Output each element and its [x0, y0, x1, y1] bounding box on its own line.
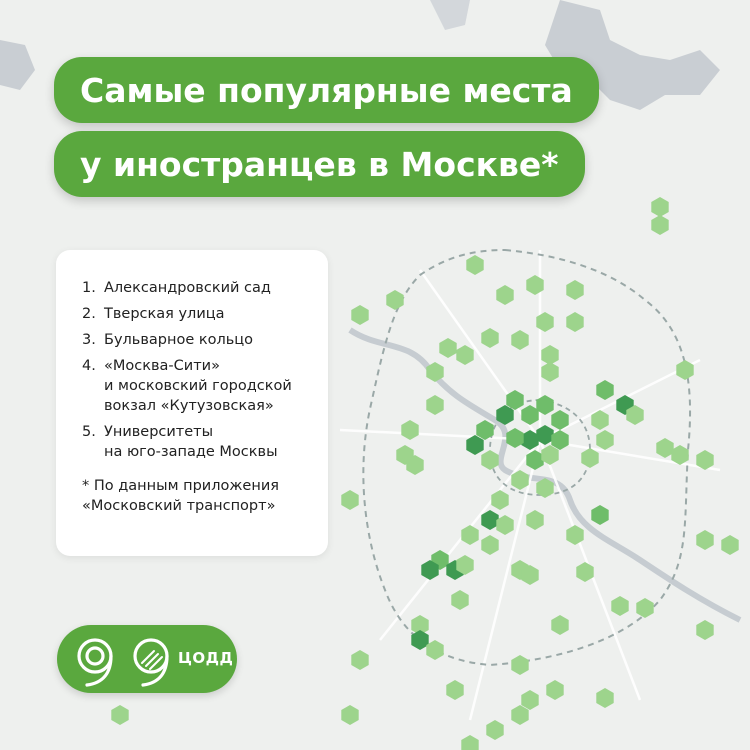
- hex-cell: [481, 328, 498, 348]
- hex-cell: [596, 380, 613, 400]
- headline-line-1: Самые популярные места: [54, 57, 599, 123]
- hex-cell: [439, 338, 456, 358]
- hex-cell: [541, 362, 558, 382]
- headline-line-2: у иностранцев в Москве*: [54, 131, 585, 197]
- source-footnote: * По данным приложения «Московский транспорт»: [82, 478, 279, 514]
- hex-cell: [551, 615, 568, 635]
- hex-cell: [341, 705, 358, 725]
- hex-cell: [511, 330, 528, 350]
- hex-cell: [611, 596, 628, 616]
- hex-cell: [596, 430, 613, 450]
- hex-cell: [596, 688, 613, 708]
- hex-cell: [651, 215, 668, 235]
- hex-cell: [506, 428, 523, 448]
- hex-cell: [481, 535, 498, 555]
- hex-cell: [111, 705, 128, 725]
- hex-cell: [451, 590, 468, 610]
- list-item-text: Александровский сад: [104, 280, 271, 296]
- logo-wordmark: ЦОДД: [178, 649, 234, 667]
- list-item-number: 2.: [82, 306, 96, 322]
- hex-cell: [576, 562, 593, 582]
- hex-cell: [426, 640, 443, 660]
- hex-cell: [591, 505, 608, 525]
- hex-cell: [581, 448, 598, 468]
- hex-cell: [351, 305, 368, 325]
- list-item-number: 4.: [82, 358, 96, 374]
- list-item: [82, 304, 328, 324]
- list-item: [82, 330, 328, 350]
- places-list-card: [56, 250, 328, 556]
- hex-cell: [696, 620, 713, 640]
- hex-cell: [511, 655, 528, 675]
- list-item-text: Тверская улица: [104, 306, 225, 322]
- hex-cell: [496, 515, 513, 535]
- hex-cell: [511, 705, 528, 725]
- hex-cell: [481, 450, 498, 470]
- hex-cell: [481, 510, 498, 530]
- list-item-number: 3.: [82, 332, 96, 348]
- hex-cell: [461, 525, 478, 545]
- hex-cell: [351, 650, 368, 670]
- list-item-number: 1.: [82, 280, 96, 296]
- list-item-text: Бульварное кольцо: [104, 332, 254, 348]
- list-item-text: Университеты на юго-западе Москвы: [104, 424, 278, 460]
- hex-cell: [341, 490, 358, 510]
- hex-cell: [566, 312, 583, 332]
- list-item-number: 5.: [82, 424, 96, 440]
- list-item-text: «Москва-Сити» и московский городской вокзал «Кутузовская»: [104, 358, 292, 414]
- hex-cell: [456, 345, 473, 365]
- list-item: [82, 422, 328, 462]
- reservoir-shape: [0, 40, 35, 90]
- hex-cell: [566, 525, 583, 545]
- hex-cell: [566, 280, 583, 300]
- hex-cell: [496, 285, 513, 305]
- hex-cell: [636, 598, 653, 618]
- hex-cell: [676, 360, 693, 380]
- hex-cell: [546, 680, 563, 700]
- hex-cell: [461, 735, 478, 750]
- hex-cell: [386, 290, 403, 310]
- hex-cell: [521, 690, 538, 710]
- hex-cell: [401, 420, 418, 440]
- hex-cell: [411, 630, 428, 650]
- hex-cell: [506, 390, 523, 410]
- reservoir-shape: [430, 0, 470, 30]
- hex-cell: [486, 720, 503, 740]
- hex-cell: [491, 490, 508, 510]
- hex-cell: [521, 405, 538, 425]
- hex-cell: [466, 255, 483, 275]
- hex-cell: [526, 510, 543, 530]
- list-item: [82, 356, 328, 416]
- hex-cell: [651, 197, 668, 217]
- hex-cell: [656, 438, 673, 458]
- hex-cell: [446, 680, 463, 700]
- list-item: [82, 278, 328, 298]
- road-network: [340, 250, 720, 720]
- hex-cell: [696, 530, 713, 550]
- hex-cell: [721, 535, 738, 555]
- hex-cell: [426, 395, 443, 415]
